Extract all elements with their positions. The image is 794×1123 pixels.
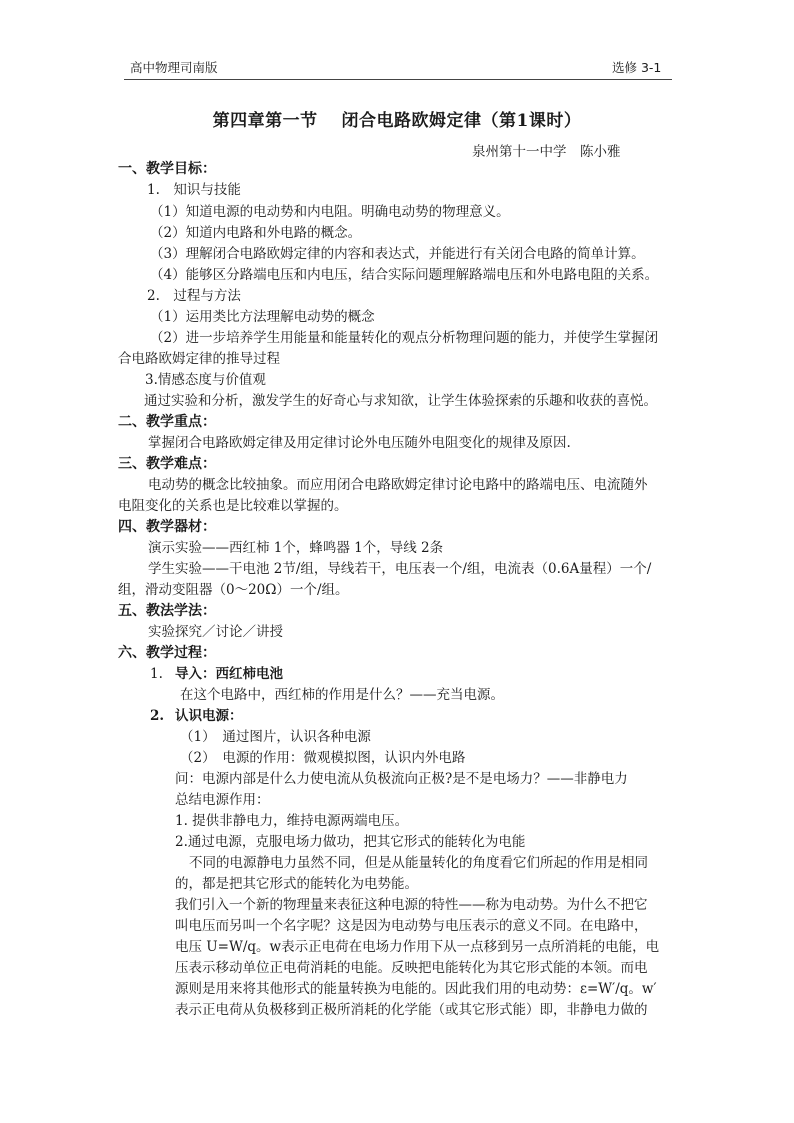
section-heading: 一、教学目标： xyxy=(118,161,216,177)
text-line: 在这个电路中，西红柿的作用是什么？——充当电源。 xyxy=(180,687,504,703)
list-number: 1. xyxy=(150,666,163,682)
section-heading: 三、教学难点： xyxy=(118,456,216,472)
text-line: 2. 过程与方法 xyxy=(147,288,241,304)
text-line: 1. 知识与技能 xyxy=(147,182,241,198)
text-line: 2.通过电源，克服电场力做功，把其它形式的能转化为电能 xyxy=(175,834,526,850)
text-line: 演示实验——西红柿 1个，蜂鸣器 1个，导线 2条 xyxy=(148,540,444,556)
text-line: 掌握闭合电路欧姆定律及用定律讨论外电压随外电阻变化的规律及原因. xyxy=(148,435,571,451)
text-line: 表示正电荷从负极移到正极所消耗的化学能（或其它形式能）即，非静电力做的 xyxy=(175,1002,648,1018)
text-line: （3）理解闭合电路欧姆定律的内容和表达式，并能进行有关闭合电路的简单计算。 xyxy=(150,246,645,262)
text-line: （2）进一步培养学生用能量和能量转化的观点分析物理问题的能力，并使学生掌握闭 xyxy=(150,330,659,346)
text-line: 电阻变化的关系也是比较难以掌握的。 xyxy=(118,498,348,514)
text-line: 总结电源作用： xyxy=(175,792,270,808)
text-line: （2）知道内电路和外电路的概念。 xyxy=(150,225,362,241)
list-number: 2. xyxy=(150,708,165,724)
text-line: 源则是用来将其他形式的能量转换为电能的。因此我们用的电动势：ε=W′/q。w′ xyxy=(175,981,657,997)
text-line: 通过实验和分析，激发学生的好奇心与求知欲，让学生体验探索的乐趣和收获的喜悦。 xyxy=(144,393,657,409)
author-line: 泉州第十一中学 陈小雅 xyxy=(472,144,621,160)
section-heading: 四、教学器材： xyxy=(118,519,216,535)
text-line: （2） 电源的作用：微观模拟图，认识内外电路 xyxy=(180,750,466,766)
text-line: 3.情感态度与价值观 xyxy=(145,372,266,388)
page-title: 第四章第一节 闭合电路欧姆定律（第1课时） xyxy=(212,111,582,131)
section-heading: 五、教法学法： xyxy=(118,603,216,619)
text-line: （1）运用类比方法理解电动势的概念 xyxy=(150,309,375,325)
text-line: 压表示移动单位正电荷消耗的电能。反映把电能转化为其它形式能的本领。而电 xyxy=(175,960,648,976)
subsection-heading: 导入：西红柿电池 xyxy=(175,666,283,682)
text-line: 电动势的概念比较抽象。而应用闭合电路欧姆定律讨论电路中的路端电压、电流随外 xyxy=(148,477,648,493)
header-left: 高中物理司南版 xyxy=(130,60,218,75)
text-line: 叫电压而另叫一个名字呢？这是因为电动势与电压表示的意义不同。在电路中， xyxy=(175,918,648,934)
text-line: 组，滑动变阻器（0～20Ω）一个/组。 xyxy=(118,582,349,598)
text-line: （4）能够区分路端电压和内电压，结合实际问题理解路端电压和外电路电阻的关系。 xyxy=(150,267,659,283)
text-line: 1. 提供非静电力，维持电源两端电压。 xyxy=(175,813,409,829)
text-line: （1） 通过图片，认识各种电源 xyxy=(180,729,371,745)
text-line: 的，都是把其它形式的能转化为电势能。 xyxy=(175,876,418,892)
subsection-heading: 认识电源： xyxy=(175,708,243,724)
text-line: （1）知道电源的电动势和内电阻。明确电动势的物理意义。 xyxy=(150,204,510,220)
header-divider xyxy=(124,79,672,80)
text-line: 实验探究／讨论／讲授 xyxy=(148,624,283,640)
text-line: 学生实验——干电池 2节/组，导线若干，电压表一个/组，电流表（0.6A量程）一个/ xyxy=(148,561,652,577)
section-heading: 六、教学过程： xyxy=(118,645,216,661)
text-line: 不同的电源静电力虽然不同，但是从能量转化的角度看它们所起的作用是相同 xyxy=(189,855,648,871)
header-right: 选修 3-1 xyxy=(612,60,662,75)
text-line: 我们引入一个新的物理量来表征这种电源的特性——称为电动势。为什么不把它 xyxy=(175,897,648,913)
text-line: 合电路欧姆定律的推导过程 xyxy=(118,351,280,367)
section-heading: 二、教学重点： xyxy=(118,414,216,430)
text-line: 问：电源内部是什么力使电流从负极流向正极?是不是电场力？——非静电力 xyxy=(175,771,628,787)
text-line: 电压 U=W/q。w表示正电荷在电场力作用下从一点移到另一点所消耗的电能，电 xyxy=(175,939,660,955)
